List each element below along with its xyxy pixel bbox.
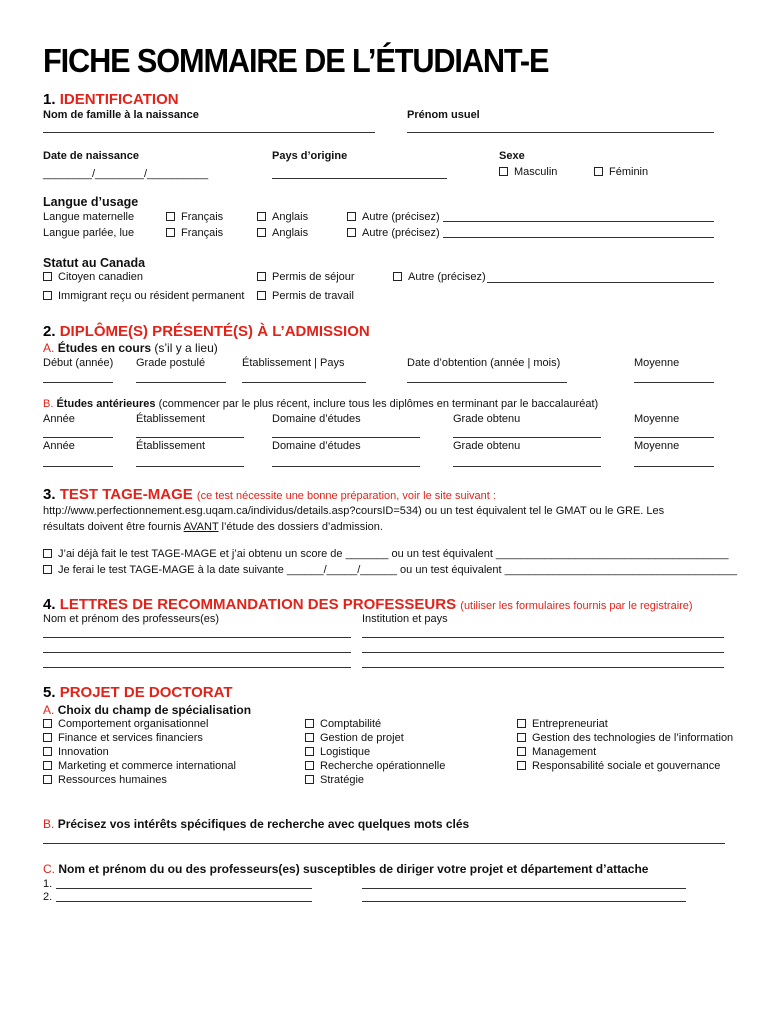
mother-tongue-english[interactable] (257, 211, 308, 223)
page-title: FICHE SOMMAIRE DE L’ÉTUDIANT-E (43, 42, 549, 79)
previous-studies-heading (43, 398, 598, 410)
letter-a: A. (43, 341, 55, 355)
start-year-field[interactable] (43, 382, 113, 383)
year-label: Année (43, 413, 75, 425)
spoken-other-field[interactable] (443, 237, 714, 238)
spec-option[interactable] (43, 760, 236, 772)
spec-option[interactable] (43, 732, 203, 744)
checkbox-icon[interactable] (305, 719, 314, 728)
professor-name-field[interactable] (43, 637, 351, 638)
checkbox-icon[interactable] (166, 212, 175, 221)
checkbox-icon[interactable] (305, 733, 314, 742)
checkbox-icon[interactable] (43, 565, 52, 574)
option-label: Autre (précisez) (362, 211, 440, 223)
checkbox-icon[interactable] (305, 775, 314, 784)
specialization-title: Choix du champ de spécialisation (57, 703, 252, 717)
checkbox-icon[interactable] (257, 212, 266, 221)
supervisor-department-field[interactable] (362, 888, 686, 889)
section-3-title: TEST TAGE-MAGE (59, 486, 193, 503)
mother-tongue-other-field[interactable] (443, 221, 714, 222)
supervisor-number: 1. (43, 878, 53, 890)
status-citizen[interactable] (43, 271, 143, 283)
tage-mage-link[interactable]: http://www.perfectionnement.esg.uqam.ca/individus/details.asp?coursID=534) ou un test équivalent tel le GMAT ou le GRE. Les (43, 505, 665, 517)
grade-obtained-label: Grade obtenu (453, 413, 521, 425)
spec-option[interactable] (305, 760, 445, 772)
spoken-english[interactable] (257, 227, 308, 239)
status-study-permit[interactable] (257, 271, 355, 283)
sex-male-option[interactable] (499, 166, 557, 178)
spec-option[interactable] (517, 718, 608, 730)
mother-tongue-french[interactable] (166, 211, 223, 223)
option-label: Français (181, 227, 224, 239)
year-field[interactable] (43, 466, 113, 467)
section-1-number: 1. (43, 91, 56, 108)
institution-label: Établissement (136, 413, 206, 425)
checkbox-icon[interactable] (347, 228, 356, 237)
average-label: Moyenne (634, 413, 680, 425)
first-name-field[interactable] (407, 132, 714, 133)
tage-mage-planned-option[interactable] (43, 564, 737, 576)
grade-obtained-field[interactable] (453, 466, 601, 467)
spec-option[interactable] (305, 774, 364, 786)
spoken-other[interactable] (347, 227, 440, 239)
country-label: Pays d’origine (272, 150, 348, 162)
letter-b: B. (43, 398, 54, 410)
checkbox-icon[interactable] (393, 272, 402, 281)
spec-option[interactable] (43, 746, 109, 758)
average-label: Moyenne (634, 440, 680, 452)
spec-option[interactable] (517, 760, 720, 772)
dob-field[interactable]: ________/________/__________ (43, 168, 209, 180)
current-studies-note: (s’il y a lieu) (154, 341, 218, 355)
option-label: Immigrant reçu ou résident permanent (58, 290, 245, 302)
letter-b: B. (43, 817, 55, 831)
grade-obtained-field[interactable] (453, 437, 601, 438)
supervisor-name-field[interactable] (56, 888, 312, 889)
mother-tongue-other[interactable] (347, 211, 440, 223)
average-field[interactable] (634, 382, 714, 383)
section-2-heading (43, 323, 370, 340)
supervisors-title: Nom et prénom du ou des professeurs(es) susceptibles de diriger votre projet et département d’attache (58, 862, 649, 876)
section-4-title: LETTRES DE RECOMMANDATION DES PROFESSEURS (59, 596, 457, 613)
checkbox-icon[interactable] (305, 761, 314, 770)
checkbox-icon[interactable] (43, 272, 52, 281)
research-interests-heading (43, 817, 469, 831)
first-name-label: Prénom usuel (407, 109, 480, 121)
option-label: Responsabilité sociale et gouvernance (532, 760, 721, 772)
start-year-label: Début (année) (43, 357, 114, 369)
option-label: Entrepreneuriat (532, 718, 608, 730)
field-field[interactable] (272, 466, 420, 467)
checkbox-icon[interactable] (517, 719, 526, 728)
spoken-french[interactable] (166, 227, 223, 239)
spec-option[interactable] (517, 746, 596, 758)
section-5-heading (43, 684, 232, 701)
note-emphasis: AVANT (183, 521, 219, 533)
letter-c: C. (43, 862, 55, 876)
checkbox-icon[interactable] (43, 775, 52, 784)
checkbox-icon[interactable] (43, 549, 52, 558)
average-label: Moyenne (634, 357, 680, 369)
section-4-note: (utiliser les formulaires fournis par le registraire) (460, 600, 693, 612)
option-label: Anglais (272, 227, 309, 239)
status-other-field[interactable] (487, 282, 714, 283)
specialization-heading (43, 703, 251, 717)
option-label: Comportement organisationnel (58, 718, 209, 730)
field-label: Domaine d’études (272, 440, 361, 452)
option-label: Autre (précisez) (362, 227, 440, 239)
spec-option[interactable] (305, 746, 370, 758)
obtain-date-label: Date d’obtention (année | mois) (407, 357, 561, 369)
supervisor-name-field[interactable] (56, 901, 312, 902)
tage-mage-done-option[interactable] (43, 548, 729, 560)
institution-country-label: Établissement | Pays (242, 357, 345, 369)
checkbox-icon[interactable] (257, 291, 266, 300)
option-label: Innovation (58, 746, 109, 758)
option-label: Gestion des technologies de l’information (532, 732, 734, 744)
checkbox-icon[interactable] (43, 733, 52, 742)
professor-institution-field[interactable] (362, 667, 724, 668)
checkbox-icon[interactable] (594, 167, 603, 176)
section-5-title: PROJET DE DOCTORAT (59, 684, 233, 701)
tage-mage-note (43, 521, 383, 533)
institution-label: Établissement (136, 440, 206, 452)
supervisors-heading (43, 862, 648, 876)
option-label: Gestion de projet (320, 732, 404, 744)
previous-studies-note: (commencer par le plus récent, inclure tous les diplômes en terminant par le baccalauréat) (158, 398, 599, 410)
institution-field[interactable] (136, 437, 244, 438)
section-1-heading (43, 91, 179, 108)
option-label: Stratégie (320, 774, 365, 786)
sex-female-option[interactable] (594, 166, 648, 178)
checkbox-icon[interactable] (305, 747, 314, 756)
section-1-title: IDENTIFICATION (59, 91, 179, 108)
field-label: Domaine d’études (272, 413, 361, 425)
spoken-language-label: Langue parlée, lue (43, 227, 135, 239)
checkbox-icon[interactable] (257, 228, 266, 237)
country-field[interactable] (272, 178, 447, 179)
letter-a: A. (43, 703, 55, 717)
grade-obtained-label: Grade obtenu (453, 440, 521, 452)
checkbox-icon[interactable] (43, 719, 52, 728)
professor-name-field[interactable] (43, 652, 351, 653)
checkbox-icon[interactable] (166, 228, 175, 237)
obtain-date-field[interactable] (407, 382, 567, 383)
spec-option[interactable] (43, 718, 208, 730)
option-label: Anglais (272, 211, 309, 223)
note-text: l’étude des dossiers d’admission. (218, 521, 383, 533)
option-label: Ressources humaines (58, 774, 167, 786)
section-3-number: 3. (43, 486, 56, 503)
sex-male-label: Masculin (514, 166, 558, 178)
option-label: J’ai déjà fait le test TAGE-MAGE et j’ai obtenu un score de _______ ou un test équivalent ______________________________________ (58, 548, 729, 560)
professor-name-field[interactable] (43, 667, 351, 668)
dob-label: Date de naissance (43, 150, 139, 162)
section-2-title: DIPLÔME(S) PRÉSENTÉ(S) À L’ADMISSION (59, 323, 370, 340)
sex-label: Sexe (499, 150, 525, 162)
previous-studies-title: Études antérieures (56, 398, 156, 410)
option-label: Permis de séjour (272, 271, 355, 283)
language-heading: Langue d’usage (43, 195, 139, 209)
professor-institution-field[interactable] (362, 637, 724, 638)
year-field[interactable] (43, 437, 113, 438)
option-label: Citoyen canadien (58, 271, 144, 283)
section-5-number: 5. (43, 684, 56, 701)
average-field[interactable] (634, 437, 714, 438)
option-label: Comptabilité (320, 718, 382, 730)
field-field[interactable] (272, 437, 420, 438)
spec-option[interactable] (517, 732, 733, 744)
mother-tongue-label: Langue maternelle (43, 211, 135, 223)
average-field[interactable] (634, 466, 714, 467)
option-label: Logistique (320, 746, 371, 758)
checkbox-icon[interactable] (43, 747, 52, 756)
professor-names-label: Nom et prénom des professeurs(es) (43, 613, 220, 625)
research-interests-field[interactable] (43, 843, 725, 844)
institution-field[interactable] (136, 466, 244, 467)
institution-country-field[interactable] (242, 382, 366, 383)
status-work-permit[interactable] (257, 290, 354, 302)
sex-female-label: Féminin (609, 166, 649, 178)
status-other[interactable] (393, 271, 486, 283)
checkbox-icon[interactable] (347, 212, 356, 221)
section-2-number: 2. (43, 323, 56, 340)
family-name-field[interactable] (43, 132, 375, 133)
option-label: Finance et services financiers (58, 732, 203, 744)
grade-applied-label: Grade postulé (136, 357, 206, 369)
professor-institution-field[interactable] (362, 652, 724, 653)
option-label: Je ferai le test TAGE-MAGE à la date suivante ______/_____/______ ou un test équivalent ______________________________________ (58, 564, 738, 576)
option-label: Marketing et commerce international (58, 760, 236, 772)
institution-country-label: Institution et pays (362, 613, 448, 625)
checkbox-icon[interactable] (257, 272, 266, 281)
checkbox-icon[interactable] (43, 291, 52, 300)
status-heading: Statut au Canada (43, 256, 146, 270)
supervisor-number: 2. (43, 891, 53, 903)
checkbox-icon[interactable] (43, 761, 52, 770)
year-label: Année (43, 440, 75, 452)
section-3-heading (43, 486, 496, 503)
checkbox-icon[interactable] (517, 761, 526, 770)
option-label: Management (532, 746, 597, 758)
note-text: résultats doivent être fournis (43, 521, 184, 533)
current-studies-title: Études en cours (57, 341, 152, 355)
current-studies-heading (43, 341, 218, 355)
option-label: Permis de travail (272, 290, 354, 302)
spec-option[interactable] (305, 718, 381, 730)
option-label: Français (181, 211, 224, 223)
research-interests-title: Précisez vos intérêts spécifiques de recherche avec quelques mots clés (57, 817, 470, 831)
checkbox-icon[interactable] (517, 747, 526, 756)
supervisor-department-field[interactable] (362, 901, 686, 902)
checkbox-icon[interactable] (499, 167, 508, 176)
option-label: Recherche opérationnelle (320, 760, 446, 772)
checkbox-icon[interactable] (517, 733, 526, 742)
section-4-number: 4. (43, 596, 56, 613)
spec-option[interactable] (43, 774, 167, 786)
status-immigrant[interactable] (43, 290, 244, 302)
section-4-heading (43, 596, 693, 613)
section-3-note: (ce test nécessite une bonne préparation, voir le site suivant : (196, 490, 496, 502)
spec-option[interactable] (305, 732, 404, 744)
option-label: Autre (précisez) (408, 271, 486, 283)
family-name-label: Nom de famille à la naissance (43, 109, 199, 121)
grade-applied-field[interactable] (136, 382, 226, 383)
